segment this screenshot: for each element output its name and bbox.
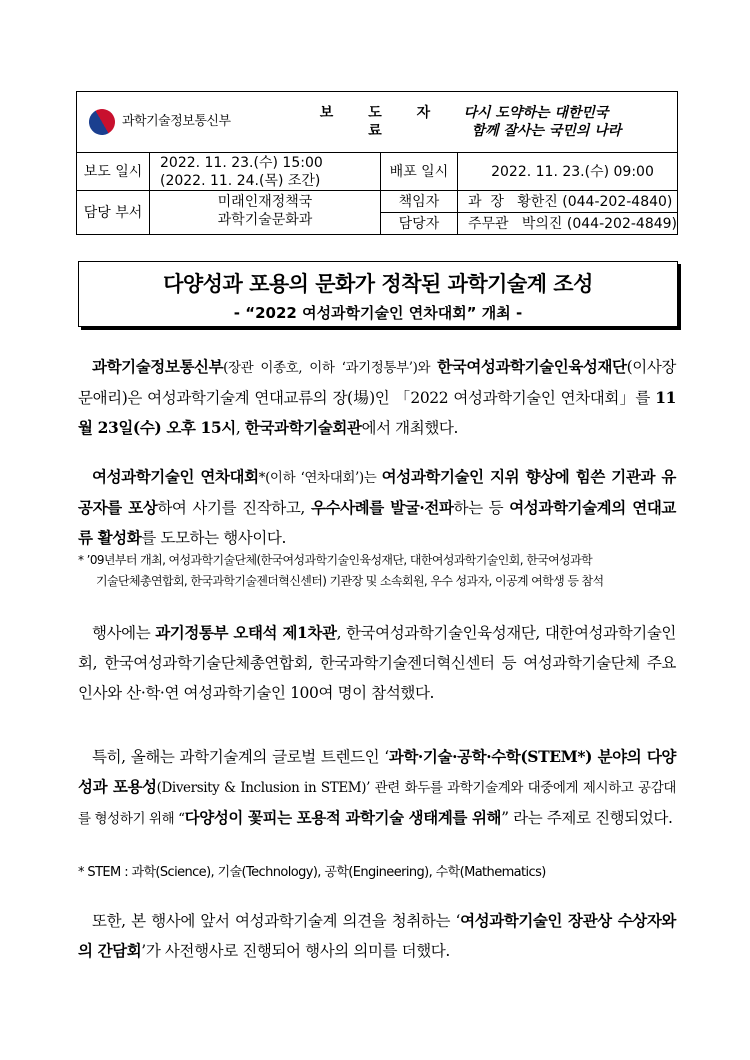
p2-event-name: 여성과학기술인 연차대회 — [92, 467, 259, 486]
p1-venue: 한국과학기술회관 — [244, 418, 362, 437]
p5-meeting: 여성과학기술인 장관상 수상자와의 간담회 — [78, 911, 676, 960]
department-line-2: 과학기술문화과 — [217, 212, 313, 228]
footnote-1-line-2: 기술단체총연합회, 한국과학기술젠더혁신센터) 기관장 및 소속회원, 우수 성과자, 이공계 여학생 등 참석 — [96, 574, 604, 588]
headline-box — [78, 261, 678, 327]
paragraph-1 — [78, 352, 676, 443]
department-value — [150, 191, 381, 235]
p2-text-d: 를 도모하는 행사이다. — [141, 529, 287, 547]
p1-foundation: 한국여성과학기술인육성재단 — [437, 357, 627, 376]
responsible-label: 책임자 — [380, 191, 457, 213]
logo-cell — [77, 92, 308, 153]
p1-ministry: 과학기술정보통신부 — [92, 357, 224, 376]
p1-text-b: (이사장 문애리)은 여성과학기술계 연대교류의 장(場)인 「2022 여성과학기술인 연차대회」를 — [78, 358, 676, 407]
distribution-date-label: 배포 일시 — [380, 153, 457, 191]
p4-text-c: ” 라는 주제로 진행되었다. — [501, 809, 673, 827]
contact-value: 주무관 박의진 (044-202-4849) — [457, 213, 677, 235]
p3-text-a: 행사에는 — [92, 624, 156, 642]
taegeuk-emblem-icon — [84, 104, 120, 140]
ministry-logo — [77, 109, 307, 135]
contact-label: 담당자 — [380, 213, 457, 235]
slogan-line-2: 함께 잘사는 국민의 나라 — [471, 123, 622, 139]
p4-text-b: (Diversity & Inclusion in STEM)’ 관련 화두를 과학기술계와 대중에게 제시하고 공감대를 형성하기 위해 “ — [78, 780, 676, 827]
release-date-label: 보도 일시 — [77, 153, 150, 191]
p4-text-a: 특히, 올해는 과학기술계의 글로벌 트렌드인 ‘ — [92, 748, 389, 766]
paragraph-2 — [78, 462, 676, 553]
release-date-value — [150, 153, 381, 191]
footnote-1-line-1: * ’09년부터 개최, 여성과학기술단체(한국여성과학기술인육성재단, 대한여성과학기술인회, 한국여성과학 — [78, 553, 593, 567]
p5-text-a: 또한, 본 행사에 앞서 여성과학기술계 의견을 청취하는 ‘ — [92, 912, 461, 930]
responsible-value: 과 장 황한진 (044-202-4840) — [457, 191, 677, 213]
p1-text-d: 에서 개최했다. — [361, 419, 458, 437]
p2-text-a: *(이하 ‘연차대회’)는 — [258, 470, 382, 486]
distribution-date-value: 2022. 11. 23.(수) 09:00 — [457, 153, 677, 191]
p1-datetime: 11월 23일(수) 오후 15시 — [78, 388, 676, 437]
release-date-line-1: 2022. 11. 23.(수) 15:00 — [160, 154, 323, 171]
paragraph-3 — [78, 618, 676, 708]
release-date-line-2: (2022. 11. 24.(목) 조간) — [160, 172, 321, 189]
press-release-title: 보 도 자 료 — [307, 92, 457, 153]
p4-theme: 다양성이 꽃피는 포용적 과학기술 생태계를 위해 — [184, 808, 502, 827]
p3-text-b: , 한국여성과학기술인육성재단, 대한여성과학기술인회, 한국여성과학기술단체총연합회, 한국과학기술젠더혁신센터 등 여성과학기술단체 주요인사와 산·학·연 여성과학기술인 100여 명이 참석했다. — [78, 624, 677, 702]
p2-text-b: 하여 사기를 진작하고, — [157, 499, 311, 517]
footnote-2: * STEM : 과학(Science), 기술(Technology), 공학(Engineering), 수학(Mathematics) — [78, 865, 546, 880]
p2-text-c: 하는 등 — [453, 499, 510, 517]
p2-award: 여성과학기술인 지위 향상에 힘쓴 기관과 유공자를 포상 — [78, 467, 676, 517]
p4-stem-diversity: 과학·기술·공학·수학(STEM*) 분야의 다양성과 포용성 — [78, 747, 676, 796]
p1-text-c: , — [235, 419, 245, 437]
government-slogan — [457, 92, 677, 153]
p2-best-practice: 우수사례를 발굴·전파 — [310, 498, 454, 517]
department-line-1: 미래인재정책국 — [217, 194, 313, 210]
headline-title: 다양성과 포용의 문화가 정착된 과학기술계 조성 — [163, 272, 593, 296]
ministry-name: 과학기술정보통신부 — [122, 114, 231, 129]
paragraph-5 — [78, 906, 676, 966]
p3-vice-minister: 과기정통부 오태석 제1차관 — [155, 623, 337, 642]
footnote-1 — [78, 550, 676, 592]
press-header-table — [76, 91, 678, 235]
department-label: 담당 부서 — [77, 191, 150, 235]
headline-subtitle: - “2022 여성과학기술인 연차대회” 개최 - — [233, 304, 523, 322]
p1-text-a: (장관 이종호, 이하 ‘과기정통부’)와 — [223, 360, 438, 376]
p5-text-b: ’가 사전행사로 진행되어 행사의 의미를 더했다. — [141, 942, 450, 960]
paragraph-4 — [78, 742, 676, 834]
slogan-line-1: 다시 도약하는 대한민국 — [463, 105, 609, 121]
p2-exchange: 여성과학기술계의 연대교류 활성화 — [78, 498, 676, 547]
